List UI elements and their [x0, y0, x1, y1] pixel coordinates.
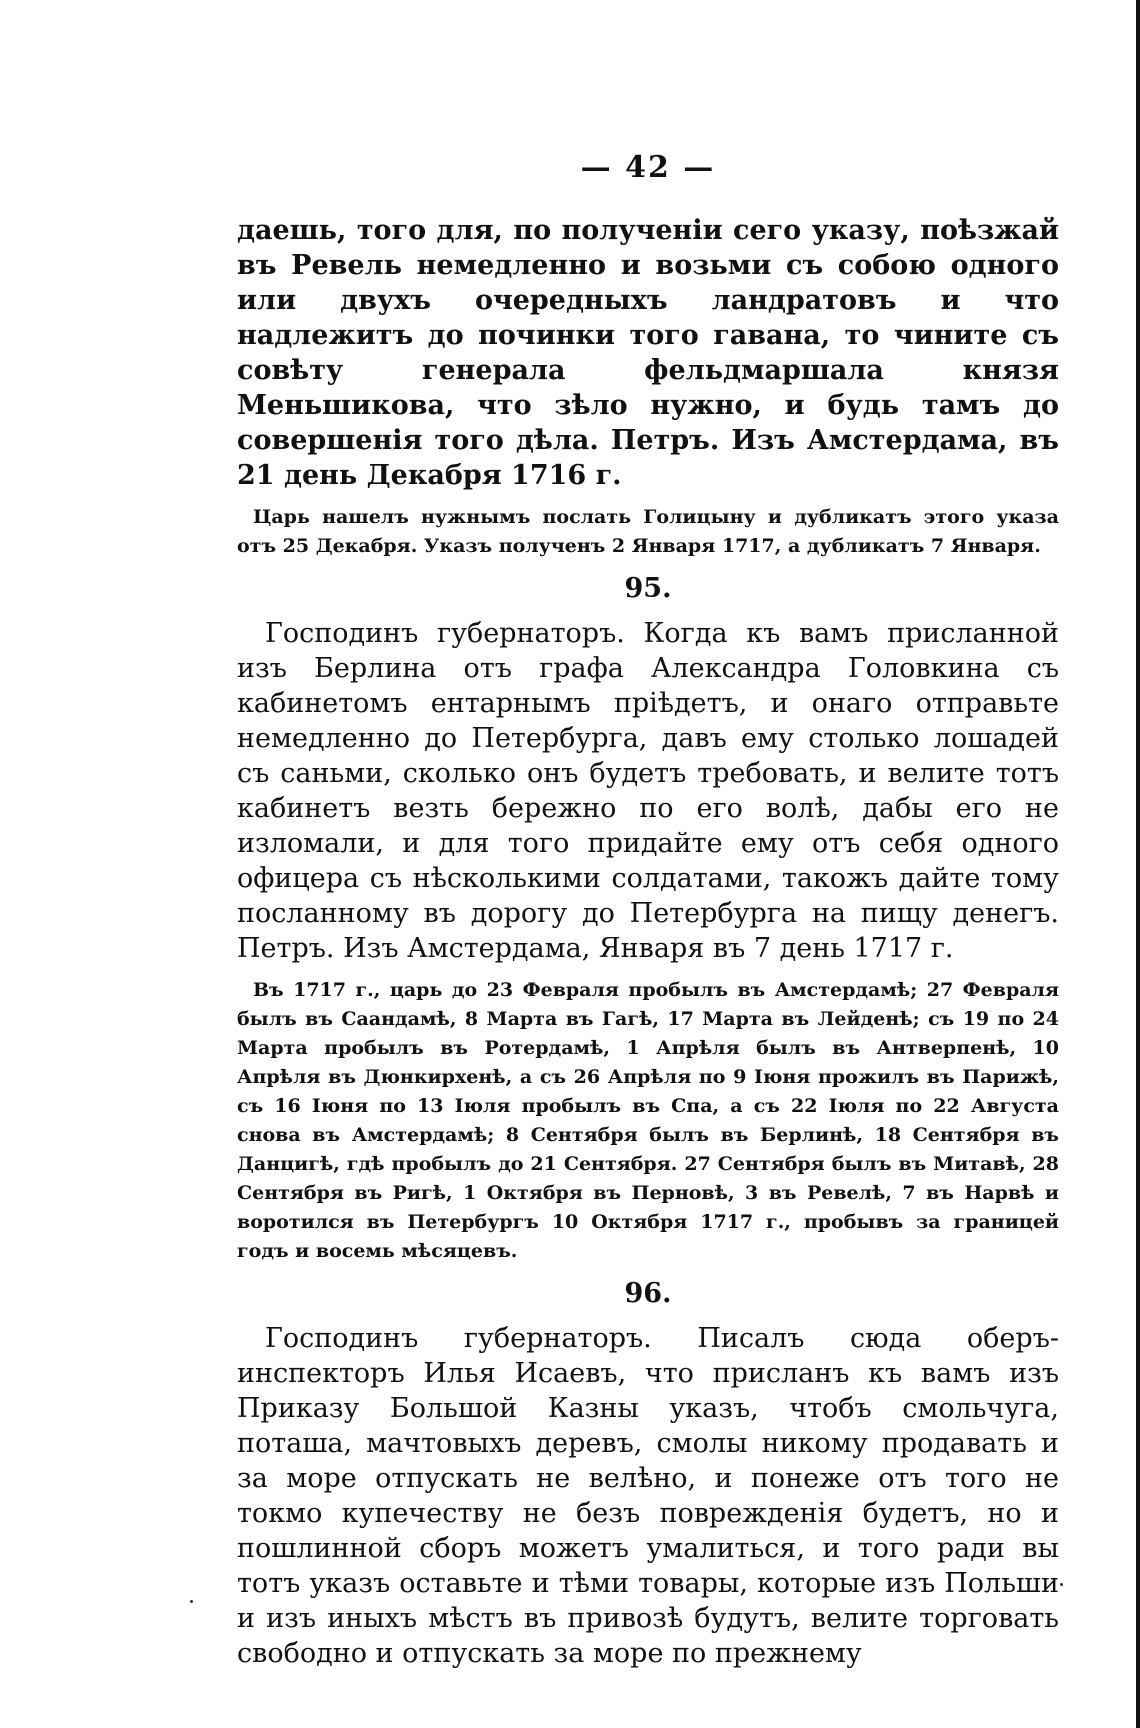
page-edge-line — [1136, 0, 1140, 1728]
document-number-96: 96. — [624, 1278, 672, 1309]
document-number-95: 95. — [624, 573, 672, 604]
scan-speck — [1060, 1583, 1063, 1586]
editorial-note-2: Въ 1717 г., царь до 23 Февраля пробылъ въ Амстердамѣ; 27 Февраля былъ въ Саандамѣ, 8 Марта въ Гагѣ, 17 Марта въ Лейденѣ; съ 19 по 24 Марта пробылъ въ Ротердамѣ, 1 Апрѣля былъ въ Антверпенѣ, 10 Апрѣля въ Дюнкирхенѣ, а съ 26 Апрѣля по 9 Іюня прожилъ въ Парижѣ, съ 16 Іюня по 13 Іюля пробылъ въ Спа, а съ 22 Іюля по 22 Августа снова въ Амстердамѣ; 8 Сентября былъ въ Берлинѣ, 18 Сентября въ Данцигѣ, гдѣ пробылъ до 21 Сентября. 27 Сентября былъ въ Митавѣ, 28 Сентября въ Ригѣ, 1 Октября въ Перновѣ, 3 въ Ревелѣ, 7 въ Нарвѣ и воротился въ Петербургъ 10 Октября 1717 г., пробывъ за границей годъ и восемь мѣсяцевъ. — [237, 979, 1059, 1262]
continuation-paragraph: даешь, того для, по полученіи сего указу, поѣзжай въ Ревель немедленно и возьми съ собою одного или двухъ очередныхъ ландратовъ и что надлежитъ до починки того гавана, то чините съ совѣту генерала фельдмаршала князя Меньшикова, что зѣло нужно, и будь тамъ до совершенія того дѣла. Петръ. Изъ Амстердама, въ 21 день Декабря 1716 г. — [237, 215, 1059, 491]
page-number: — 42 — — [580, 150, 716, 185]
document-96-text: Господинъ губернаторъ. Писалъ сюда оберъ-инспекторъ Илья Исаевъ, что присланъ къ вамъ изъ Приказу Большой Казны указъ, чтобъ смольчуга, поташа, мачтовыхъ деревъ, смолы никому продавать и за море отпускать не велѣно, и понеже отъ того не токмо купечеству не безъ поврежденія будетъ, но и пошлинной сборъ можетъ умалиться, и того ради вы тотъ указъ оставьте и тѣми товары, которые изъ Польши и изъ иныхъ мѣстъ въ привозѣ будутъ, велите торговать свободно и отпускать за море по прежнему — [237, 1323, 1059, 1669]
scan-speck — [190, 1600, 193, 1603]
editorial-note-1: Царь нашелъ нужнымъ послать Голицыну и дубликатъ этого указа отъ 25 Декабря. Указъ полученъ 2 Января 1717, а дубликатъ 7 Января. — [237, 506, 1059, 557]
document-95-text: Господинъ губернаторъ. Когда къ вамъ присланной изъ Берлина отъ графа Александра Головкина съ кабинетомъ ентарнымъ пріѣдетъ, и онаго отправьте немедленно до Петербурга, давъ ему столько лошадей съ саньми, сколько онъ будетъ требовать, и велите тотъ кабинетъ везть бережно по его волѣ, дабы его не изломали, и для того придайте ему отъ себя одного офицера съ нѣсколькими солдатами, такожъ дайте тому посланному въ дорогу до Петербурга на пищу денегъ. Петръ. Изъ Амстердама, Января въ 7 день 1717 г. — [237, 618, 1059, 964]
book-page — [237, 150, 1059, 1671]
